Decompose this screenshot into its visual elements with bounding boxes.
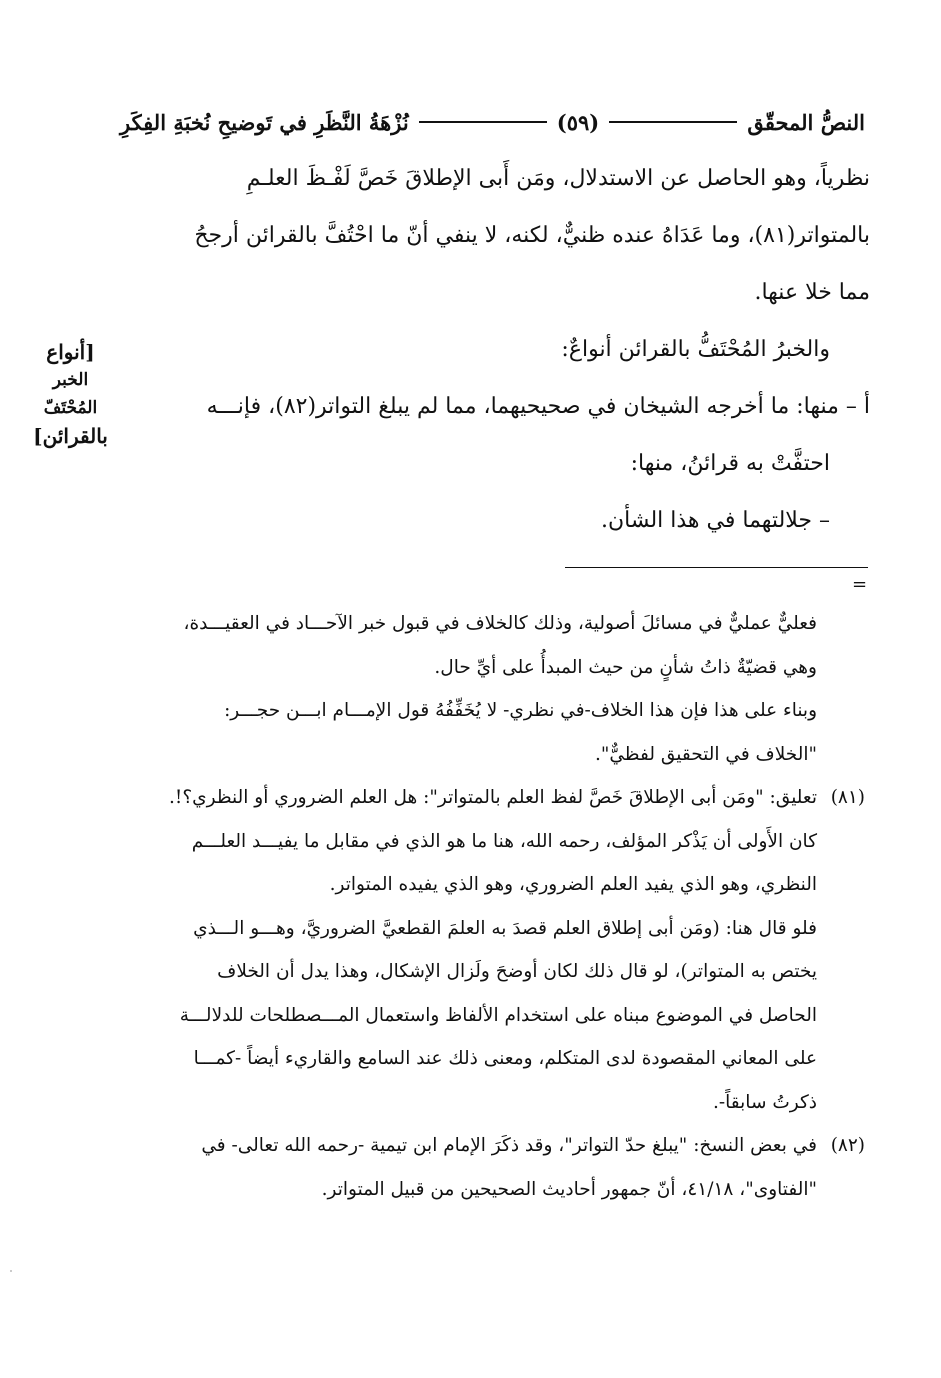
footnote-line: النظري، وهو الذي يفيد العلم الضروري، وهو الذي يفيده المتواتر. (329, 874, 817, 895)
margin-heading-line: [أنواع (46, 340, 95, 364)
footnotes (125, 602, 865, 1211)
footnote-continuation-line: "الخلاف في التحقيق لفظيٌّ". (595, 743, 817, 765)
footnote-line: على المعاني المقصودة لدى المتكلم، ومعنى ذلك عند السامع والقاريء أيضاً -كمـــا (193, 1048, 817, 1069)
footnote-line: تعليق: "ومَن أبى الإطلاقَ خَصَّ لفظ العلم بالمتواتر": هل العلم الضروري أو النظري؟!. (169, 787, 817, 808)
main-line: مما خلا عنها. (754, 280, 870, 305)
header-section-title: النصُّ المحقّق (747, 109, 865, 135)
main-line: بالمتواتر(٨١)، وما عَدَاهُ عنده ظنيٌّ، لكنه، لا ينفي أنّ ما احْتُفَّ بالقرائن أرجحُ (194, 223, 870, 248)
header-book-title: نُزْهَةُ النَّظَرِ في تَوضيحِ نُخبَةِ الفِكَرِ (119, 109, 409, 135)
header-rule-right (609, 121, 737, 123)
page-number: (٥٩) (556, 109, 600, 135)
main-line: أ – منها: ما أخرجه الشيخان في صحيحيهما، مما لم يبلغ التواتر(٨٢)، فإنـــه (206, 394, 870, 419)
main-line: نظرياً، وهو الحاصل عن الاستدلال، ومَن أَبى الإطلاقَ خَصَّ لَفْـظَ العلـمِ (246, 166, 870, 191)
header-rule-left (419, 121, 547, 123)
main-text (125, 150, 870, 549)
continued-mark: = (852, 574, 868, 595)
main-line: – جلالتهما في هذا الشأن. (600, 508, 830, 533)
footnote-line: فلو قال هنا: (ومَن أبى إطلاق العلم قصدَ به العلمَ القطعيَّ الضروريَّ، وهـــو الـــذي (193, 917, 817, 939)
footnote-number: (٨٢) (830, 1135, 865, 1156)
margin-heading (18, 338, 123, 450)
footnote-separator (565, 567, 868, 568)
footnote-line: في بعض النسخ: "يبلغ حدّ التواتر"، وقد ذكَرَ الإمام ابن تيمية -رحمه الله تعالى- في (201, 1135, 817, 1156)
footnote-continuation-line: فعليٌّ عمليٌّ في مسائلَ أصولية، وذلك كالخلاف في قبول خبر الآحـــاد في العقيـــدة، (183, 613, 817, 634)
footnote-line: ذكرتُ سابقاً-. (713, 1091, 817, 1113)
page-header (120, 100, 865, 144)
footnote-line: يختص به المتواتر)، لو قال ذلك لكان أوضحَ ولَزال الإشكال، وهذا يدل أن الخلاف (217, 961, 817, 982)
footnote-number: (٨١) (830, 787, 865, 808)
margin-heading-line: الخبر (52, 370, 89, 390)
footnote-line: الحاصل في الموضوع مبناه على استخدام الألفاظ واستعمال المـــصطلحات للدلالـــة (179, 1004, 817, 1026)
margin-heading-line: بالقرائن] (33, 424, 108, 448)
footnote-line: كان الأَولى أن يَذْكر المؤلف، رحمه الله، هنا ما هو الذي في مقابل ما يفيـــد العلـــم (191, 830, 817, 852)
footnote-81 (125, 776, 865, 820)
margin-heading-line: المُحْتَفّ (43, 398, 98, 418)
main-line: والخبرُ المُحْتَفُّ بالقرائن أنواعٌ: (561, 337, 830, 362)
footnote-line: "الفتاوى"، ٤١/١٨، أنّ جمهور أحاديث الصحيحين من قبيل المتواتر. (321, 1178, 817, 1200)
scan-speck (10, 1270, 12, 1272)
footnote-82 (125, 1124, 865, 1168)
main-line: احتفَّتْ به قرائنُ، منها: (630, 451, 830, 476)
footnote-continuation-line: وبناء على هذا فإن هذا الخلاف-في نظري- لا يُخَفِّفُهُ قول الإمـــام ابـــن حجـــر: (224, 700, 817, 721)
footnote-continuation-line: وهي قضيّةٌ ذاتُ شأنٍ من حيث المبدأُ على أيِّ حال. (434, 656, 817, 678)
